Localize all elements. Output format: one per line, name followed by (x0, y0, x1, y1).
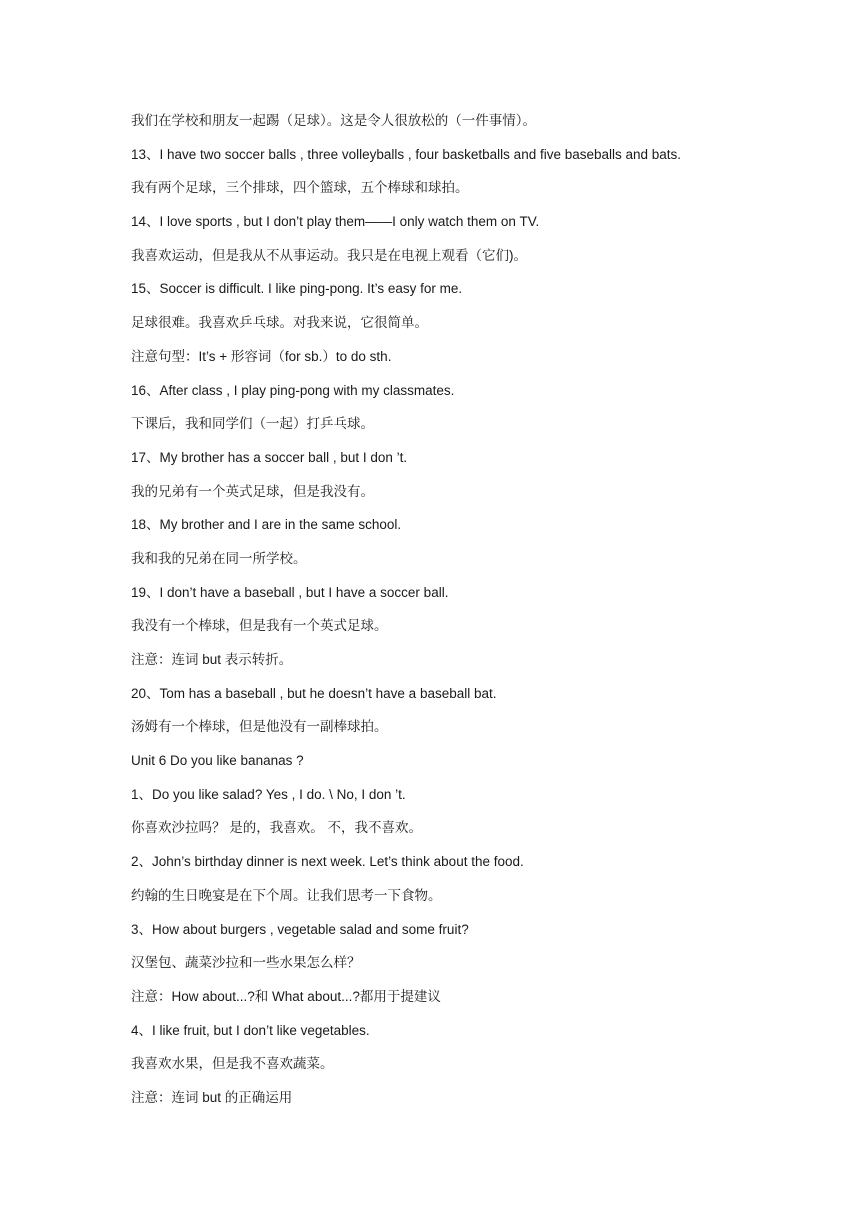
text-line-3: 我有两个足球，三个排球，四个篮球，五个棒球和球拍。 (131, 180, 469, 196)
text-line-7: 足球很难。我喜欢乒乓球。对我来说，它很简单。 (131, 315, 428, 331)
text-line-17: 注意：连词 but 表示转折。 (131, 652, 293, 667)
text-line-18: 20、Tom has a baseball , but he doesn’t have a baseball bat. (131, 685, 497, 701)
text-line-22: 你喜欢沙拉吗？ 是的，我喜欢。 不，我不喜欢。 (131, 820, 423, 836)
text-line-13: 18、My brother and I are in the same school. (131, 517, 402, 533)
text-line-21: 1、Do you like salad? Yes , I do. \ No, I don ’t. (131, 786, 406, 802)
text-line-14: 我和我的兄弟在同一所学校。 (131, 550, 307, 566)
text-line-12: 我的兄弟有一个英式足球，但是我没有。 (131, 483, 374, 499)
text-line-6: 15、Soccer is difficult. I like ping-pong. It’s easy for me. (131, 281, 463, 297)
text-line-5: 我喜欢运动，但是我从不从事运动。我只是在电视上观看（它们)。 (131, 247, 527, 263)
text-line-30: 注意：连词 but 的正确运用 (131, 1089, 293, 1105)
text-line-2: 13、I have two soccer balls , three volleyballs , four basketballs and five baseballs and bats. (131, 146, 682, 162)
text-line-8: 注意句型：It’s + 形容词（for sb.）to do sth. (131, 348, 392, 364)
text-line-9: 16、After class , I play ping-pong with my classmates. (131, 382, 455, 398)
text-line-1: 我们在学校和朋友一起踢（足球）。这是令人很放松的（一件事情）。 (131, 113, 536, 128)
document-body (131, 110, 751, 1121)
text-line-29: 我喜欢水果，但是我不喜欢蔬菜。 (131, 1056, 334, 1072)
text-line-15: 19、I don’t have a baseball , but I have a soccer ball. (131, 584, 449, 600)
text-line-16: 我没有一个棒球，但是我有一个英式足球。 (131, 618, 388, 634)
text-line-10: 下课后，我和同学们（一起）打乒乓球。 (131, 416, 374, 432)
text-line-24: 约翰的生日晚宴是在下个周。让我们思考一下食物。 (131, 887, 442, 903)
text-line-4: 14、I love sports , but I don’t play them——I only watch them on TV. (131, 214, 540, 230)
section-heading-unit-6: Unit 6 Do you like bananas ? (131, 753, 304, 769)
text-line-11: 17、My brother has a soccer ball , but I don ’t. (131, 449, 408, 465)
text-line-27: 注意：How about...?和 What about...?都用于提建议 (131, 988, 441, 1004)
text-line-19: 汤姆有一个棒球，但是他没有一副棒球拍。 (131, 719, 388, 735)
text-line-28: 4、I like fruit, but I don’t like vegetables. (131, 1022, 370, 1038)
text-line-23: 2、John’s birthday dinner is next week. Let’s think about the food. (131, 854, 524, 870)
text-line-26: 汉堡包、蔬菜沙拉和一些水果怎么样？ (131, 955, 361, 971)
text-line-25: 3、How about burgers , vegetable salad and some fruit? (131, 921, 469, 937)
